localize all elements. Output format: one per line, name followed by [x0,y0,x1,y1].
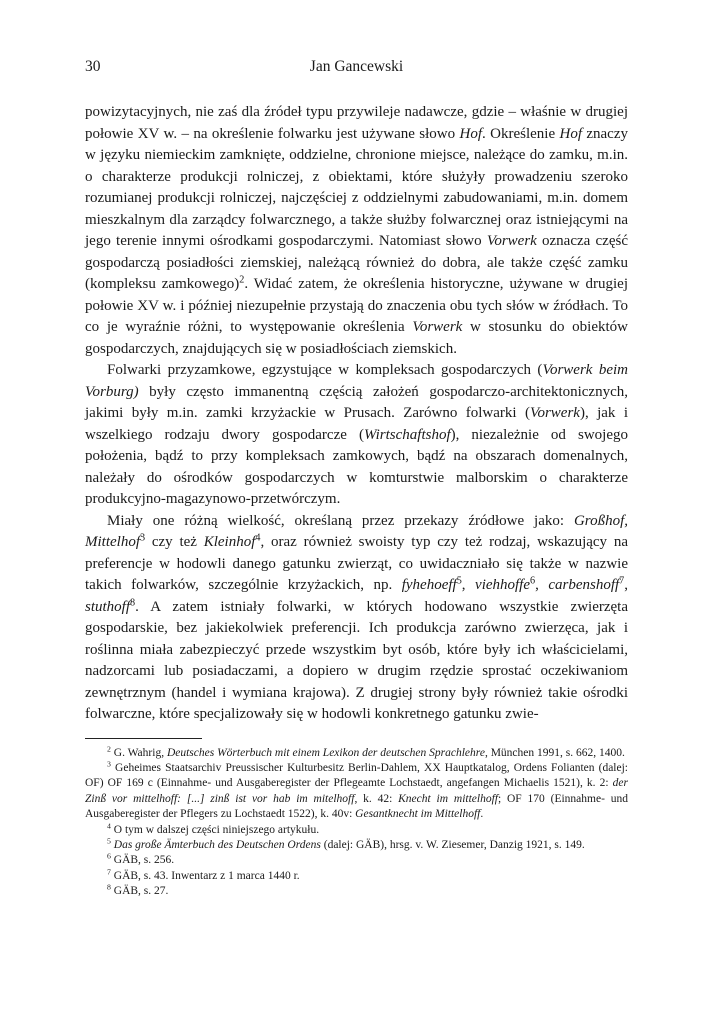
italic-text: Vorwerk [529,405,580,421]
text-segment: (dalej: GÄB), hrsg. v. W. Ziesemer, Danzig 1921, s. 149. [320,838,585,851]
text-segment: , oraz również swoisty typ czy też rodzaj, wskazujący na preferencje w hodowli danego gatunku zwierząt, co uwidaczniało się także w nazwie takich folwarków, szczególnie krzyżackich, np. [85,534,628,593]
italic-text: Vorwerk beim Vorburg) [85,362,629,400]
footnote [85,853,628,868]
italic-text: Hof [559,125,582,142]
italic-text: der Zinß vor mittelhoff: [...] zinß ist vor hab im mitelhoff [85,777,628,805]
paragraph [85,360,628,511]
text-segment: . [480,808,484,821]
text-segment: Folwarki przyzamkowe, egzystujące w kompleksach gospodarczych ( [107,362,543,378]
footnote [85,884,628,899]
text-segment: , München 1991, s. 662, 1400. [484,746,625,759]
footnote-ref: 6 [530,575,536,587]
italic-text: Hof [459,125,482,142]
footnote [85,838,628,853]
italic-text: fyhehoeff [401,577,457,593]
text-segment: ; OF 170 (Einnahme- und Ausgaberegister der Pflegers zu Lochstaedt 1522), k. 40v: [85,792,628,821]
text-segment: powizytacyjnych, nie zaś dla źródeł typu przywileje nadawcze, gdzie – właśnie w drugiej połowie XV w. – na określenie folwarku jest używane słowo [85,104,628,142]
italic-text: Großhof, Mittelhof [85,512,628,550]
italic-text: carbenshoff [548,577,620,593]
footnote-ref: 2 [239,274,245,286]
text-segment: . Określenie [482,125,560,142]
footnote-ref: 8 [130,596,136,608]
italic-text: Deutsches Wörterbuch mit einem Lexikon der deutschen Sprachlehre [166,746,485,759]
text-segment: były często immanentną częścią założeń gospodarczo-architektonicznych, jakimi były m.in. zamki krzyżackie w Prusach. Zarówno folwarki ( [85,383,628,421]
text-segment: w stosunku do obiektów gospodarczych, znajdujących się w posiadłościach ziemskich. [85,319,629,357]
italic-text: Gesantknecht im Mittelhoff [355,808,481,821]
footnote-ref: 3 [140,532,146,544]
footnote-ref: 3 [107,759,111,769]
text-segment: , [535,577,549,593]
text-segment: oznacza część gospodarczą posiadłości ziemskiej, należącą również do dobra, ale także część zamku (kompleksu zamkowego) [85,233,628,292]
paragraph [85,102,628,360]
italic-text: Wirtschaftshof [363,426,451,443]
text-segment: GÄB, s. 27. [110,885,169,898]
footnote-ref: 7 [619,575,625,587]
text-segment: Geheimes Staatsarchiv Preussischer Kulturbesitz Berlin-Dahlem, XX Hauptkatalog, Ordens Folianten (dalej: OF) OF 169 c (Einnahme- und Ausgaberegister der Pflegeamte Lochstaedt, angefangen Michaelis 1521), k. 2: [85,761,628,790]
text-segment: , [461,577,476,593]
text-segment: Miały one różną wielkość, określaną przez przekazy źródłowe jako: [107,512,574,529]
italic-text: stuthoff [85,598,131,615]
text-segment: ), jak i wszelkiego rodzaju dwory gospodarcze ( [85,405,628,443]
text-segment: czy też [145,534,204,550]
text-segment: znaczy w języku niemieckim zamknięte, oddzielne, chronione miejsce, należące do zamku, m.in. o charakterze produkcji rolniczej, z obiektami, które służyły prowadzeniu szeroko rozumianej produkcji rolniczej, najczęściej z oddzielnymi zabudowaniami, m.in. domem mieszkalnym dla zarządcy folwarcznego, a także służby folwarcznej oraz istniejącymi na jego terenie innymi ośrodkami gospodarczymi. Natomiast słowo [85,125,628,249]
footnote-ref: 8 [107,882,111,892]
text-segment: , k. 42: [354,792,399,805]
footnote-ref: 5 [107,836,111,846]
italic-text: Vorwerk [486,233,537,249]
paragraph [85,511,628,726]
footnote-ref: 5 [456,575,462,587]
text-segment: GÄB, s. 43. Inwentarz z 1 marca 1440 r. [110,869,300,882]
italic-text: Knecht im mittelhoff [398,792,498,805]
footnote [85,823,628,838]
footnote-ref: 6 [107,852,111,862]
footnote [85,869,628,884]
italic-text: Vorwerk [412,319,463,335]
running-head-author: Jan Gancewski [309,58,404,75]
page-header [85,56,628,78]
footnote-ref: 4 [107,821,111,831]
text-segment: G. Wahrig, [110,746,167,759]
text-segment: , [624,577,629,593]
footnote [85,746,628,761]
footnotes [85,746,628,900]
text-segment: . Widać zatem, że określenia historyczne, używane w drugiej połowie XV w. i później niezupełnie przystają do znaczenia obu tych słów w źródłach. To co je wyraźnie różni, to występowanie określenia [85,276,628,335]
page-number: 30 [85,58,101,75]
footnote-separator [85,738,202,739]
footnote-ref: 2 [107,744,111,754]
italic-text: Das große Ämterbuch des Deutschen Ordens [113,838,321,851]
footnote-ref: 7 [107,867,111,877]
footnote [85,761,628,823]
footnote-ref: 4 [255,532,261,544]
italic-text: Kleinhof [203,534,256,550]
text-segment: GÄB, s. 256. [110,854,175,867]
text-segment: ), niezależnie od swojego położenia, bądź to przy kompleksach zamkowych, bądź na obszarach domenalnych, należały do ośrodków gospodarczych w komturstwie malborskim o charakterze produkcyjno-magazynowo-przetwórczym. [85,426,628,507]
body-text [85,102,628,726]
italic-text: viehhoffe [475,577,531,593]
text-segment: O tym w dalszej części niniejszego artykułu. [110,823,320,836]
text-segment: . A zatem istniały folwarki, w których hodowano wszystkie zwierzęta gospodarskie, bez jakiekolwiek preferencji. Ich produkcja zarówno zwierzęca, jak i roślinna miała zabezpieczyć przede wszystkim byt osób, które były ich właścicielami, nadzorcami lub posiadaczami, a dopiero w drugim rzędzie sprostać oczekiwaniom zewnętrznym (handel i wymiana krajowa). Z drugiej strony były również takie ośrodki folwarczne, które specjalizowały się w hodowli konkretnego gatunku zwie- [85,598,628,722]
